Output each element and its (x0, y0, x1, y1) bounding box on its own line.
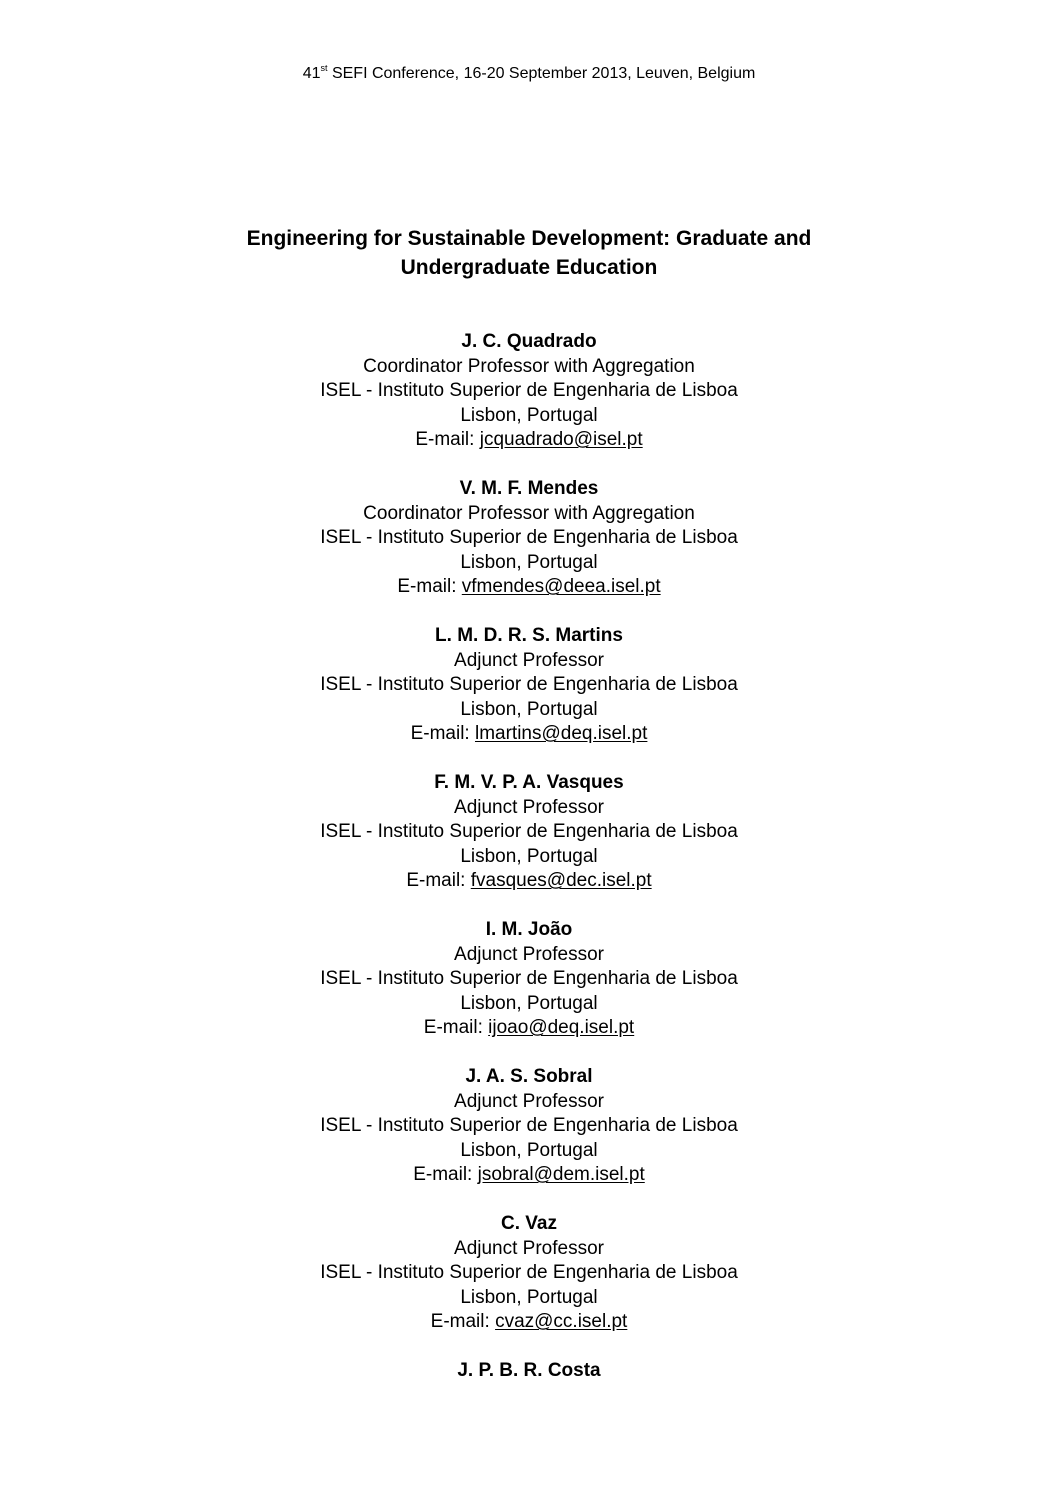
author-position: Adjunct Professor (454, 796, 604, 818)
header-ordinal-number: 41 (302, 65, 321, 82)
email-label: E-mail: (397, 576, 462, 597)
author-block (130, 330, 928, 453)
author-name: I. M. João (485, 919, 573, 940)
author-location: Lisbon, Portugal (460, 1286, 598, 1308)
author-block (130, 1065, 928, 1188)
author-name: J. P. B. R. Costa (457, 1360, 601, 1381)
author-location: Lisbon, Portugal (460, 698, 598, 720)
paper-title-line-1: Engineering for Sustainable Development: Graduate and (246, 227, 812, 250)
author-location: Lisbon, Portugal (460, 845, 598, 867)
author-location: Lisbon, Portugal (460, 551, 598, 573)
author-institution: ISEL - Instituto Superior de Engenharia de Lisboa (320, 1115, 738, 1136)
email-label: E-mail: (423, 1017, 489, 1038)
author-location: Lisbon, Portugal (460, 404, 598, 426)
author-name: F. M. V. P. A. Vasques (434, 772, 624, 793)
author-block (130, 771, 928, 894)
author-email-line (130, 1016, 928, 1041)
author-email-line (130, 722, 928, 747)
author-block (130, 1212, 928, 1335)
author-position: Adjunct Professor (454, 649, 604, 671)
author-email-link[interactable]: fvasques@dec.isel.pt (470, 870, 652, 891)
author-institution: ISEL - Instituto Superior de Engenharia de Lisboa (320, 527, 738, 548)
email-label: E-mail: (406, 870, 471, 891)
paper-title (130, 224, 928, 282)
author-position: Adjunct Professor (454, 943, 604, 965)
author-name: V. M. F. Mendes (459, 478, 599, 499)
author-email-link[interactable]: cvaz@cc.isel.pt (495, 1311, 628, 1332)
author-email-line (130, 575, 928, 600)
header-conference: SEFI Conference, 16-20 September 2013, Leuven, Belgium (327, 65, 756, 82)
email-label: E-mail: (415, 429, 480, 450)
author-position: Coordinator Professor with Aggregation (363, 502, 695, 524)
author-email-link[interactable]: jcquadrado@isel.pt (479, 429, 643, 450)
author-email-line (130, 1163, 928, 1188)
author-email-line (130, 869, 928, 894)
author-email-link[interactable]: jsobral@dem.isel.pt (477, 1164, 645, 1185)
author-name: C. Vaz (501, 1213, 557, 1234)
header-ordinal-suffix: st (320, 63, 328, 73)
paper-title-line-2: Undergraduate Education (400, 256, 658, 279)
author-email-link[interactable]: lmartins@deq.isel.pt (474, 723, 648, 744)
author-block (130, 918, 928, 1041)
author-position: Adjunct Professor (454, 1237, 604, 1259)
author-position: Coordinator Professor with Aggregation (363, 355, 695, 377)
author-block (130, 477, 928, 600)
author-institution: ISEL - Instituto Superior de Engenharia de Lisboa (320, 380, 738, 401)
author-location: Lisbon, Portugal (460, 1139, 598, 1161)
email-label: E-mail: (430, 1311, 496, 1332)
author-email-link[interactable]: vfmendes@deea.isel.pt (461, 576, 661, 597)
author-block (130, 1359, 928, 1384)
author-list (130, 330, 928, 1408)
author-institution: ISEL - Instituto Superior de Engenharia de Lisboa (320, 674, 738, 695)
running-header (0, 63, 1058, 85)
author-institution: ISEL - Instituto Superior de Engenharia de Lisboa (320, 1262, 738, 1283)
email-label: E-mail: (413, 1164, 478, 1185)
email-label: E-mail: (410, 723, 475, 744)
author-email-line (130, 428, 928, 453)
author-position: Adjunct Professor (454, 1090, 604, 1112)
author-name: J. C. Quadrado (461, 331, 597, 352)
author-email-line (130, 1310, 928, 1335)
author-institution: ISEL - Instituto Superior de Engenharia de Lisboa (320, 821, 738, 842)
author-block (130, 624, 928, 747)
author-institution: ISEL - Instituto Superior de Engenharia de Lisboa (320, 968, 738, 989)
author-name: J. A. S. Sobral (465, 1066, 593, 1087)
author-name: L. M. D. R. S. Martins (435, 625, 623, 646)
author-email-link[interactable]: ijoao@deq.isel.pt (488, 1017, 635, 1038)
author-location: Lisbon, Portugal (460, 992, 598, 1014)
